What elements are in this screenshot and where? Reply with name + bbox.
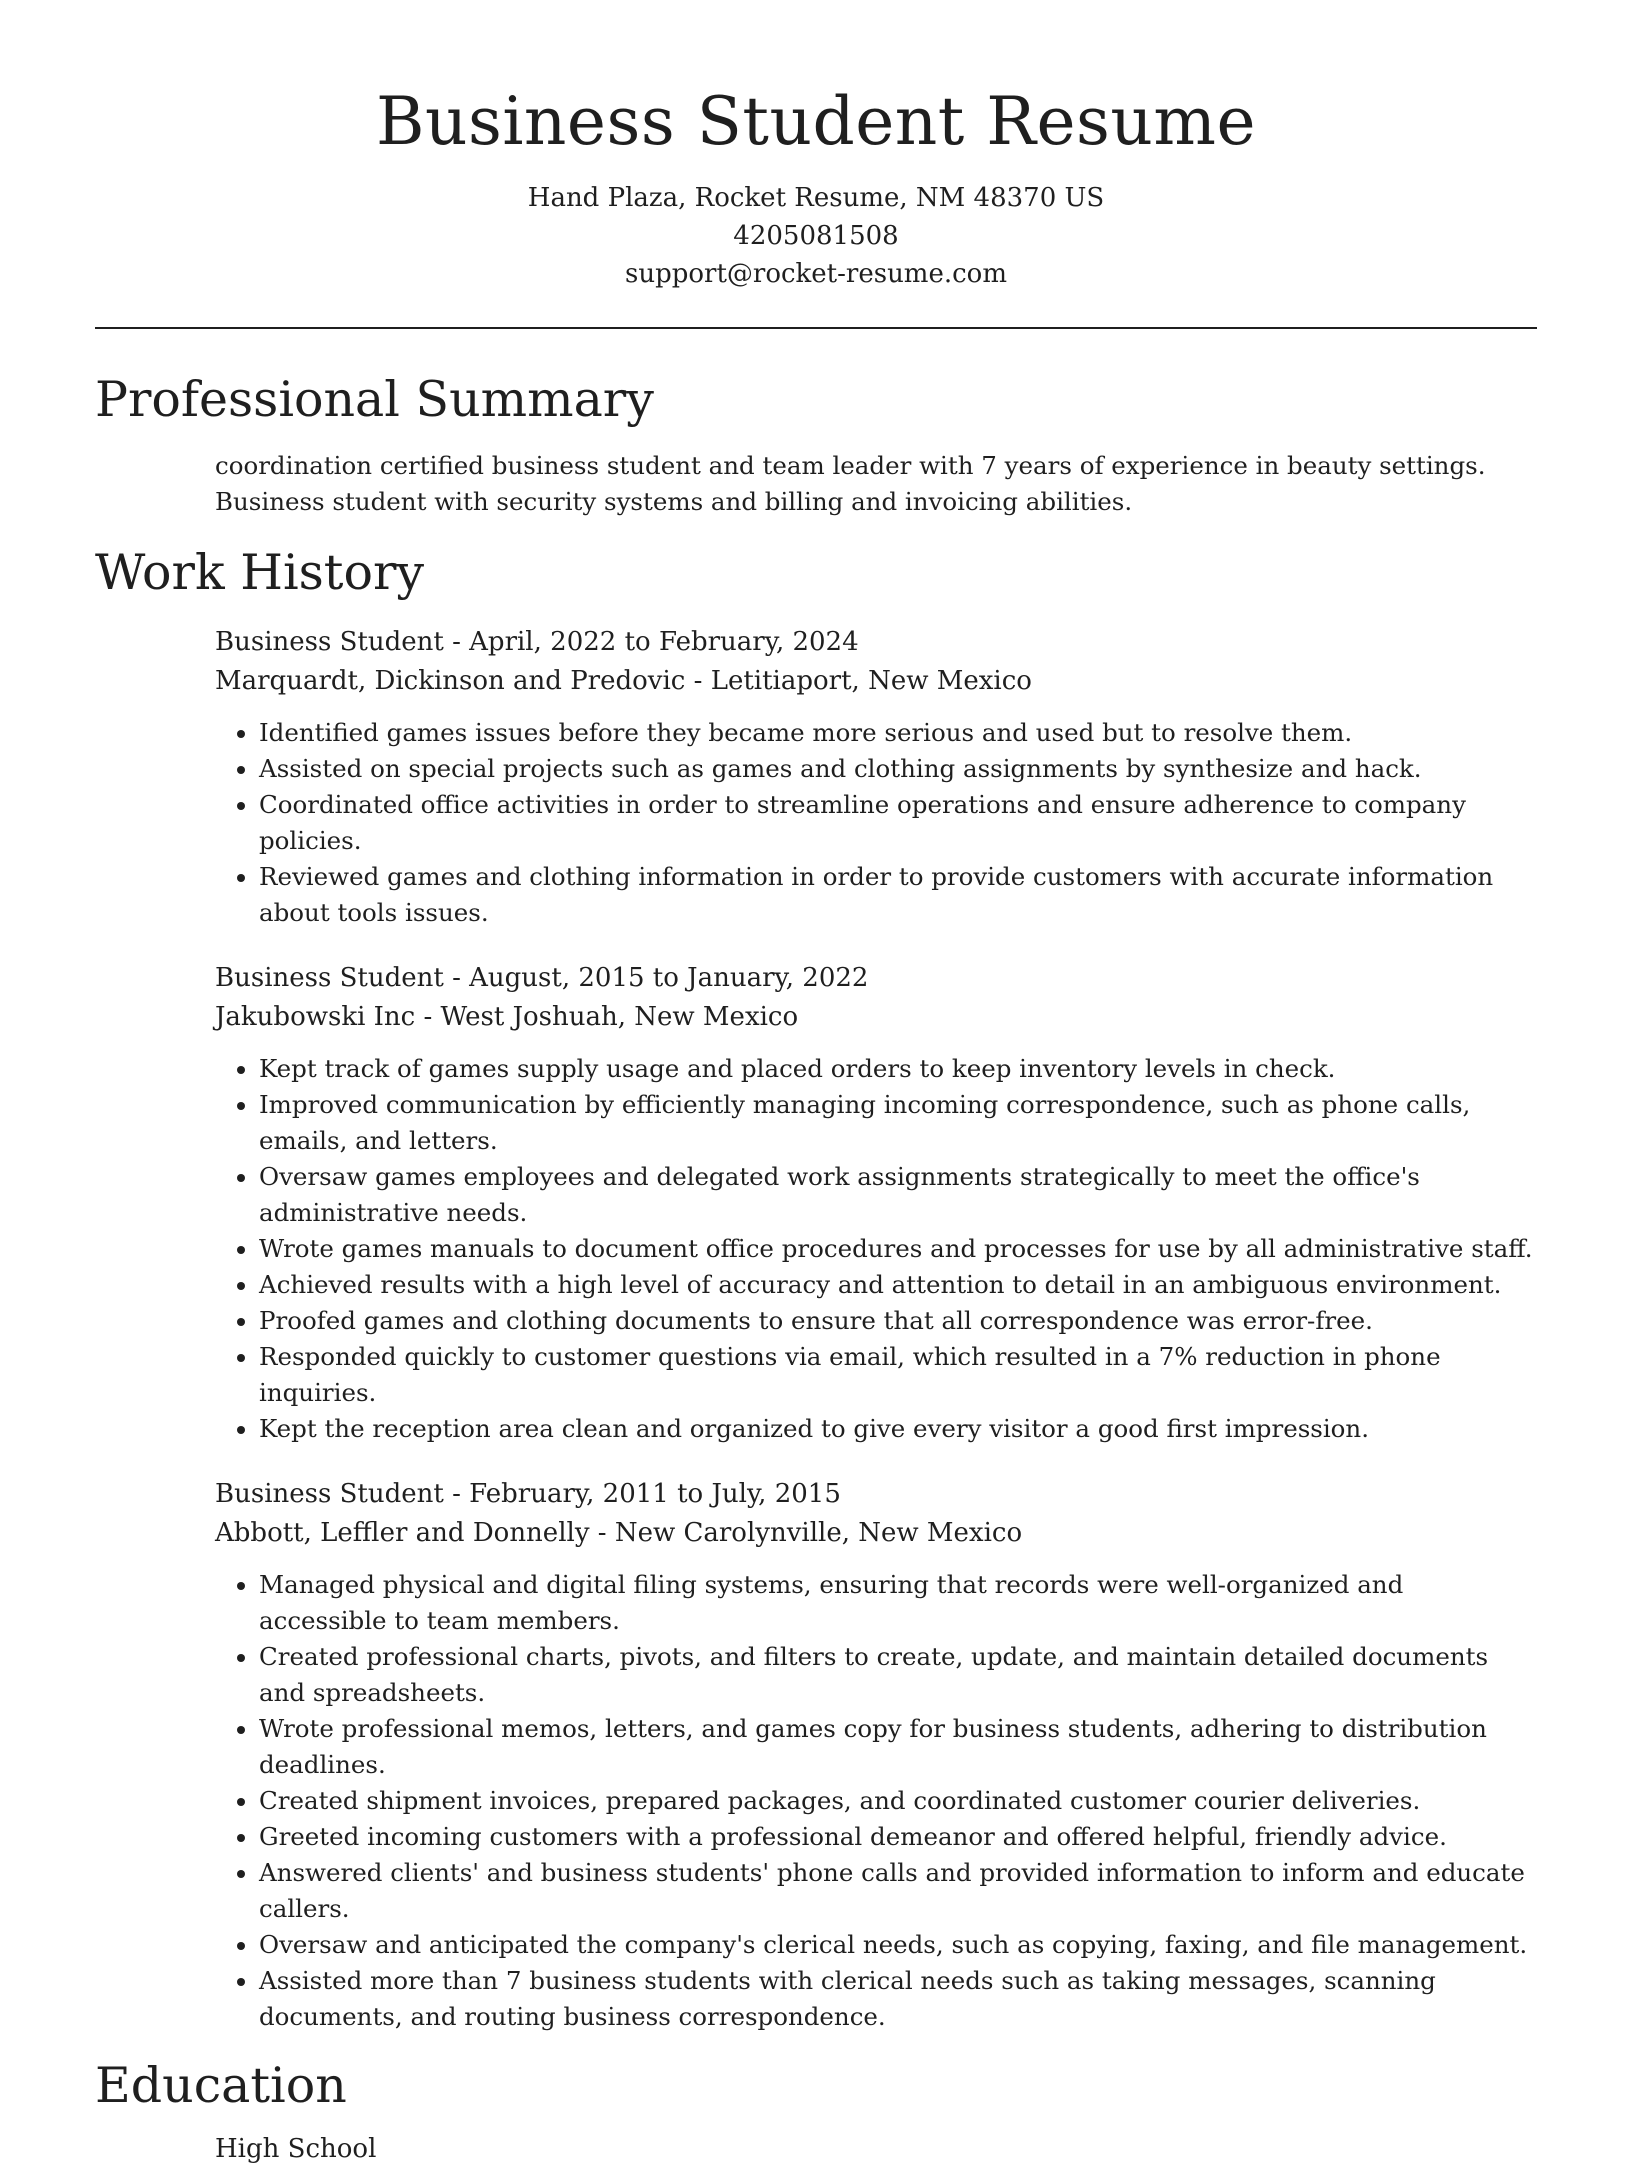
job-bullet: • Managed physical and digital filing systems, ensuring that records were well-organized and accessible to team members. (259, 1567, 1537, 1639)
job-bullet: • Wrote games manuals to document office procedures and processes for use by all administrative staff. (259, 1231, 1537, 1267)
job-company: Jakubowski Inc (215, 1001, 416, 1032)
education-item: High School (215, 2133, 377, 2164)
job-location: - New Carolynville, New Mexico (589, 1517, 1023, 1548)
job-bullet: • Assisted more than 7 business students with clerical needs such as taking messages, scanning documents, and routing business correspondence. (259, 1963, 1537, 2035)
job-entry (215, 959, 1537, 1447)
contact-address: Hand Plaza, Rocket Resume, NM 48370 US (527, 183, 1105, 214)
job-title: Business Student (215, 1478, 444, 1509)
job-bullet: • Oversaw and anticipated the company's clerical needs, such as copying, faxing, and file management. (259, 1927, 1537, 1963)
job-company-line (215, 998, 1537, 1037)
job-bullets (215, 1051, 1537, 1447)
contact-email: support@rocket-resume.com (624, 259, 1007, 290)
job-dates: - August, 2015 to January, 2022 (443, 962, 869, 993)
job-bullet: • Proofed games and clothing documents to ensure that all correspondence was error-free. (259, 1303, 1537, 1339)
job-bullet: • Improved communication by efficiently managing incoming correspondence, such as phone calls, emails, and letters. (259, 1087, 1537, 1159)
job-company: Marquardt, Dickinson and Predovic (215, 665, 686, 696)
job-title-line (215, 1475, 1537, 1514)
job-bullet: • Achieved results with a high level of accuracy and attention to detail in an ambiguous environment. (259, 1267, 1537, 1303)
summary-text: coordination certified business student and team leader with 7 years of experience in beauty settings. Business student with security systems and billing and invoicing abilities. (215, 450, 1486, 516)
job-bullet: • Coordinated office activities in order to streamline operations and ensure adherence to company policies. (259, 787, 1537, 859)
job-dates: - April, 2022 to February, 2024 (443, 626, 859, 657)
job-bullets (215, 715, 1537, 931)
job-company: Abbott, Leffler and Donnelly (215, 1517, 590, 1548)
resume-page (95, 0, 1537, 2169)
job-title-line (215, 623, 1537, 662)
job-bullet: • Kept track of games supply usage and placed orders to keep inventory levels in check. (259, 1051, 1537, 1087)
job-bullet: • Kept the reception area clean and organized to give every visitor a good first impression. (259, 1411, 1537, 1447)
job-title: Business Student (215, 962, 444, 993)
job-title-line (215, 959, 1537, 998)
job-bullet: • Responded quickly to customer questions via email, which resulted in a 7% reduction in phone inquiries. (259, 1339, 1537, 1411)
job-bullet: • Assisted on special projects such as games and clothing assignments by synthesize and hack. (259, 751, 1537, 787)
job-bullet: • Wrote professional memos, letters, and games copy for business students, adhering to distribution deadlines. (259, 1711, 1537, 1783)
job-location: - West Joshuah, New Mexico (415, 1001, 799, 1032)
header-divider (95, 327, 1537, 329)
job-bullet: • Created shipment invoices, prepared packages, and coordinated customer courier deliveries. (259, 1783, 1537, 1819)
resume-title: Business Student Resume (375, 83, 1257, 160)
job-bullet: • Answered clients' and business students' phone calls and provided information to inform and educate callers. (259, 1855, 1537, 1927)
education-heading: Education (95, 2056, 347, 2114)
job-bullet: • Identified games issues before they became more serious and used but to resolve them. (259, 715, 1537, 751)
job-dates: - February, 2011 to July, 2015 (443, 1478, 841, 1509)
resume-header (95, 0, 1537, 293)
job-bullet: • Reviewed games and clothing information in order to provide customers with accurate information about tools issues. (259, 859, 1537, 931)
job-location: - Letitiaport, New Mexico (685, 665, 1032, 696)
summary-heading: Professional Summary (95, 371, 654, 429)
job-bullet: • Created professional charts, pivots, and filters to create, update, and maintain detailed documents and spreadsheets. (259, 1639, 1537, 1711)
job-bullets (215, 1567, 1537, 2035)
job-bullet: • Greeted incoming customers with a professional demeanor and offered helpful, friendly advice. (259, 1819, 1537, 1855)
job-entry (215, 1475, 1537, 2035)
job-company-line (215, 1514, 1537, 1553)
job-company-line (215, 662, 1537, 701)
work-history-heading: Work History (95, 543, 425, 601)
job-bullet: • Oversaw games employees and delegated work assignments strategically to meet the office's administrative needs. (259, 1159, 1537, 1231)
job-title: Business Student (215, 626, 444, 657)
contact-phone: 4205081508 (733, 221, 899, 252)
job-entry (215, 623, 1537, 931)
